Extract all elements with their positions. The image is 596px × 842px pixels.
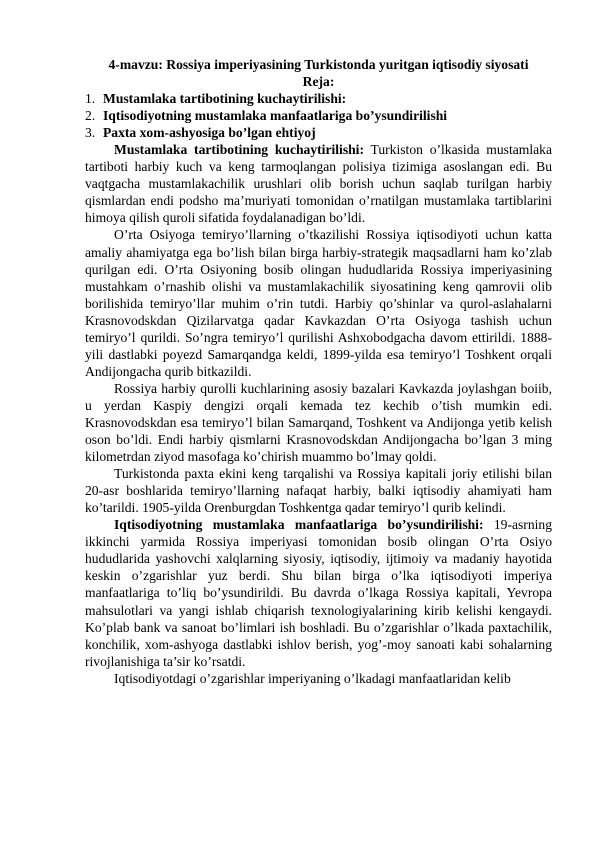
paragraph-lead: Mustamlaka tartibotining kuchaytirilishi:: [114, 142, 364, 158]
plan-item-text: Iqtisodiyotning mustamlaka manfaatlariga bo’ysundirilishi: [103, 108, 448, 124]
paragraph: [85, 516, 552, 669]
plan-item-text: Paxta xom-ashyosiga bo’lgan ehtiyoj: [103, 125, 316, 141]
paragraph: [85, 670, 552, 687]
plan-item: [85, 124, 552, 141]
plan-heading: Reja:: [302, 74, 335, 90]
plan-item: [85, 107, 552, 124]
paragraph-lead: Iqtisodiyotning mustamlaka manfaatlariga bo’ysundirilishi:: [114, 517, 484, 533]
paragraph-text: O’rta Osiyoga temiryo’llarning o’tkazilishi Rossiya iqtisodiyoti uchun katta amaliy ahamiyatga ega bo’lish bilan birga harbiy-strategik maqsadlarni ham ko’zlab qurilgan edi. O’rta Osiyoning bosib olingan hududlarida Rossiya imperiyasining mustahkam o’rnashib olishi va mustamlakachilik siyosatining keng qamrovii olib borilishida temiryo’llar muhim o’rin tutdi. Harbiy qo’shinlar va qurol-aslahalarni Krasnovodskdan Qizilarvatga qadar Kavkazdan O’rta Osiyoga tashish uchun temiryo’l qurildi. So’ngra temiryo’l qurilishi Ashxobodgacha davom ettirildi. 1888-yili dastlabki poyezd Samarqandga keldi, 1899-yilda esa temiryo’l Toshkent orqali Andijongacha qurib bitkazildi.: [85, 227, 552, 379]
plan-item-number: 3.: [85, 125, 96, 141]
paragraph: [85, 465, 552, 516]
paragraph: [85, 141, 552, 226]
plan-item-number: 1.: [85, 91, 96, 107]
paragraph: [85, 380, 552, 465]
plan-list: [85, 90, 552, 141]
paragraph-text: 19-asrning ikkinchi yarmida Rossiya imperiyasi tomonidan bosib olingan O’rta Osiyo hududlarida yashovchi xalqlarning siyosiy, iqtisodiy, ijtimoiy va madaniy hayotida keskin o’zgarishlar yuz berdi. Shu bilan birga o’lka iqtisodiyoti imperiya manfaatlariga to’liq bo’ysundirildi. Bu davrda o’lkaga Rossiya kapitali, Yevropa mahsulotlari va yangi ishlab chiqarish texnologiyalarining kirib kelishi kengaydi. Ko’plab bank va sanoat bo’limlari ish boshladi. Bu o’zgarishlar o’lkada paxtachilik, konchilik, xom-ashyoga dastlabki ishlov berish, yog’-moy sanoati kabi sohalarning rivojlanishiga ta’sir ko’rsatdi.: [85, 517, 553, 669]
paragraph: [85, 226, 552, 379]
document-body: [85, 56, 552, 687]
paragraph-text: Rossiya harbiy qurolli kuchlarining asosiy bazalari Kavkazda joylashgan boiib, u yerdan Kaspiy dengizi orqali kemada tez kechib o’tish mumkin edi. Krasnovodskdan esa temiryo’l bilan Samarqand, Toshkent va Andijonga yetib kelish oson bo’ldi. Endi harbiy qismlarni Krasnovodskdan Andijongacha bo’lgan 3 ming kilometrdan ziyod masofaga ko’chirish muammo bo’lmay qoldi.: [85, 380, 552, 465]
paragraph-text: Iqtisodiyotdagi o’zgarishlar imperiyaning o’lkadagi manfaatlaridan kelib: [114, 670, 511, 686]
plan-item: [85, 90, 552, 107]
plan-item-text: Mustamlaka tartibotining kuchaytirilishi:: [103, 91, 347, 107]
plan-item-number: 2.: [85, 108, 96, 124]
page-title: 4-mavzu: Rossiya imperiyasining Turkistonda yuritgan iqtisodiy siyosati: [108, 57, 529, 72]
paragraph-text: Turkiston o’lkasida mustamlaka tartiboti harbiy kuch va keng tarmoqlangan polisiya tizimiga asoslangan edi. Bu vaqtgacha mustamlakachilik urushlari olib borish uchun saqlab turilgan harbiy qismlardan endi podsho ma’muriyati tomonidan o’rnatilgan mustamlaka tartiblarini himoya qilish quroli sifatida foydalanadigan bo’ldi.: [85, 142, 552, 226]
paragraph-text: Turkistonda paxta ekini keng tarqalishi va Rossiya kapitali joriy etilishi bilan 20-asr boshlarida temiryo’llarning nafaqat harbiy, balki iqtisodiy ahamiyati ham ko’tarildi. 1905-yilda Orenburgdan Toshkentga qadar temiryo’l qurib kelindi.: [85, 466, 552, 516]
